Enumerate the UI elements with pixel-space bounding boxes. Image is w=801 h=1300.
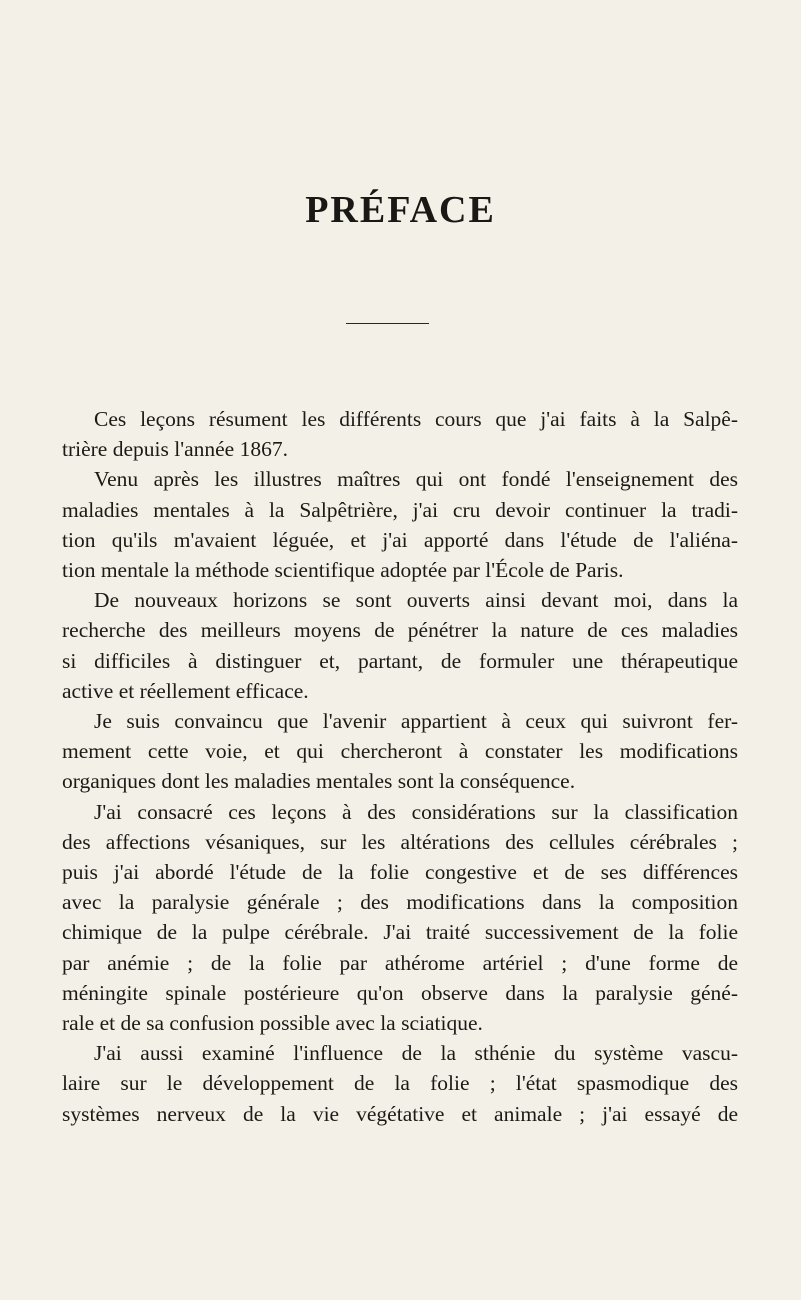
text-line: Je suis convaincu que l'avenir appartient à ceux qui suivront fer- bbox=[94, 709, 738, 734]
title-rule bbox=[346, 323, 429, 324]
text-line: organiques dont les maladies mentales sont la conséquence. bbox=[62, 769, 576, 794]
preface-text bbox=[62, 404, 738, 1129]
text-line: des affections vésaniques, sur les altérations des cellules cérébrales ; bbox=[62, 829, 738, 854]
text-line: J'ai aussi examiné l'influence de la sthénie du système vascu- bbox=[94, 1041, 738, 1066]
text-line: tion qu'ils m'avaient léguée, et j'ai apporté dans l'étude de l'aliéna- bbox=[62, 527, 738, 552]
text-line: rale et de sa confusion possible avec la sciatique. bbox=[62, 1011, 483, 1036]
text-line: De nouveaux horizons se sont ouverts ainsi devant moi, dans la bbox=[94, 588, 738, 613]
text-line: recherche des meilleurs moyens de pénétrer la nature de ces maladies bbox=[62, 618, 738, 643]
text-line: avec la paralysie générale ; des modifications dans la composition bbox=[62, 890, 738, 915]
text-line: méningite spinale postérieure qu'on observe dans la paralysie géné- bbox=[62, 980, 738, 1005]
text-line: trière depuis l'année 1867. bbox=[62, 437, 288, 462]
text-line: puis j'ai abordé l'étude de la folie congestive et de ses différences bbox=[62, 860, 738, 885]
text-line: chimique de la pulpe cérébrale. J'ai traité successivement de la folie bbox=[62, 920, 738, 945]
text-line: si difficiles à distinguer et, partant, de formuler une thérapeutique bbox=[62, 648, 738, 673]
text-line: Ces leçons résument les différents cours que j'ai faits à la Salpê- bbox=[94, 407, 738, 431]
text-line: mement cette voie, et qui chercheront à constater les modifications bbox=[62, 739, 738, 764]
page-title: PRÉFACE bbox=[305, 189, 496, 231]
text-line: active et réellement efficace. bbox=[62, 678, 309, 703]
text-line: tion mentale la méthode scientifique adoptée par l'École de Paris. bbox=[62, 558, 624, 583]
text-line: systèmes nerveux de la vie végétative et animale ; j'ai essayé de bbox=[62, 1101, 738, 1126]
text-line: par anémie ; de la folie par athérome artériel ; d'une forme de bbox=[62, 950, 738, 975]
text-line: J'ai consacré ces leçons à des considérations sur la classification bbox=[94, 799, 738, 824]
text-line: laire sur le développement de la folie ; l'état spasmodique des bbox=[62, 1071, 738, 1096]
text-line: maladies mentales à la Salpêtrière, j'ai cru devoir continuer la tradi- bbox=[62, 497, 738, 522]
text-line: Venu après les illustres maîtres qui ont fondé l'enseignement des bbox=[94, 467, 738, 492]
